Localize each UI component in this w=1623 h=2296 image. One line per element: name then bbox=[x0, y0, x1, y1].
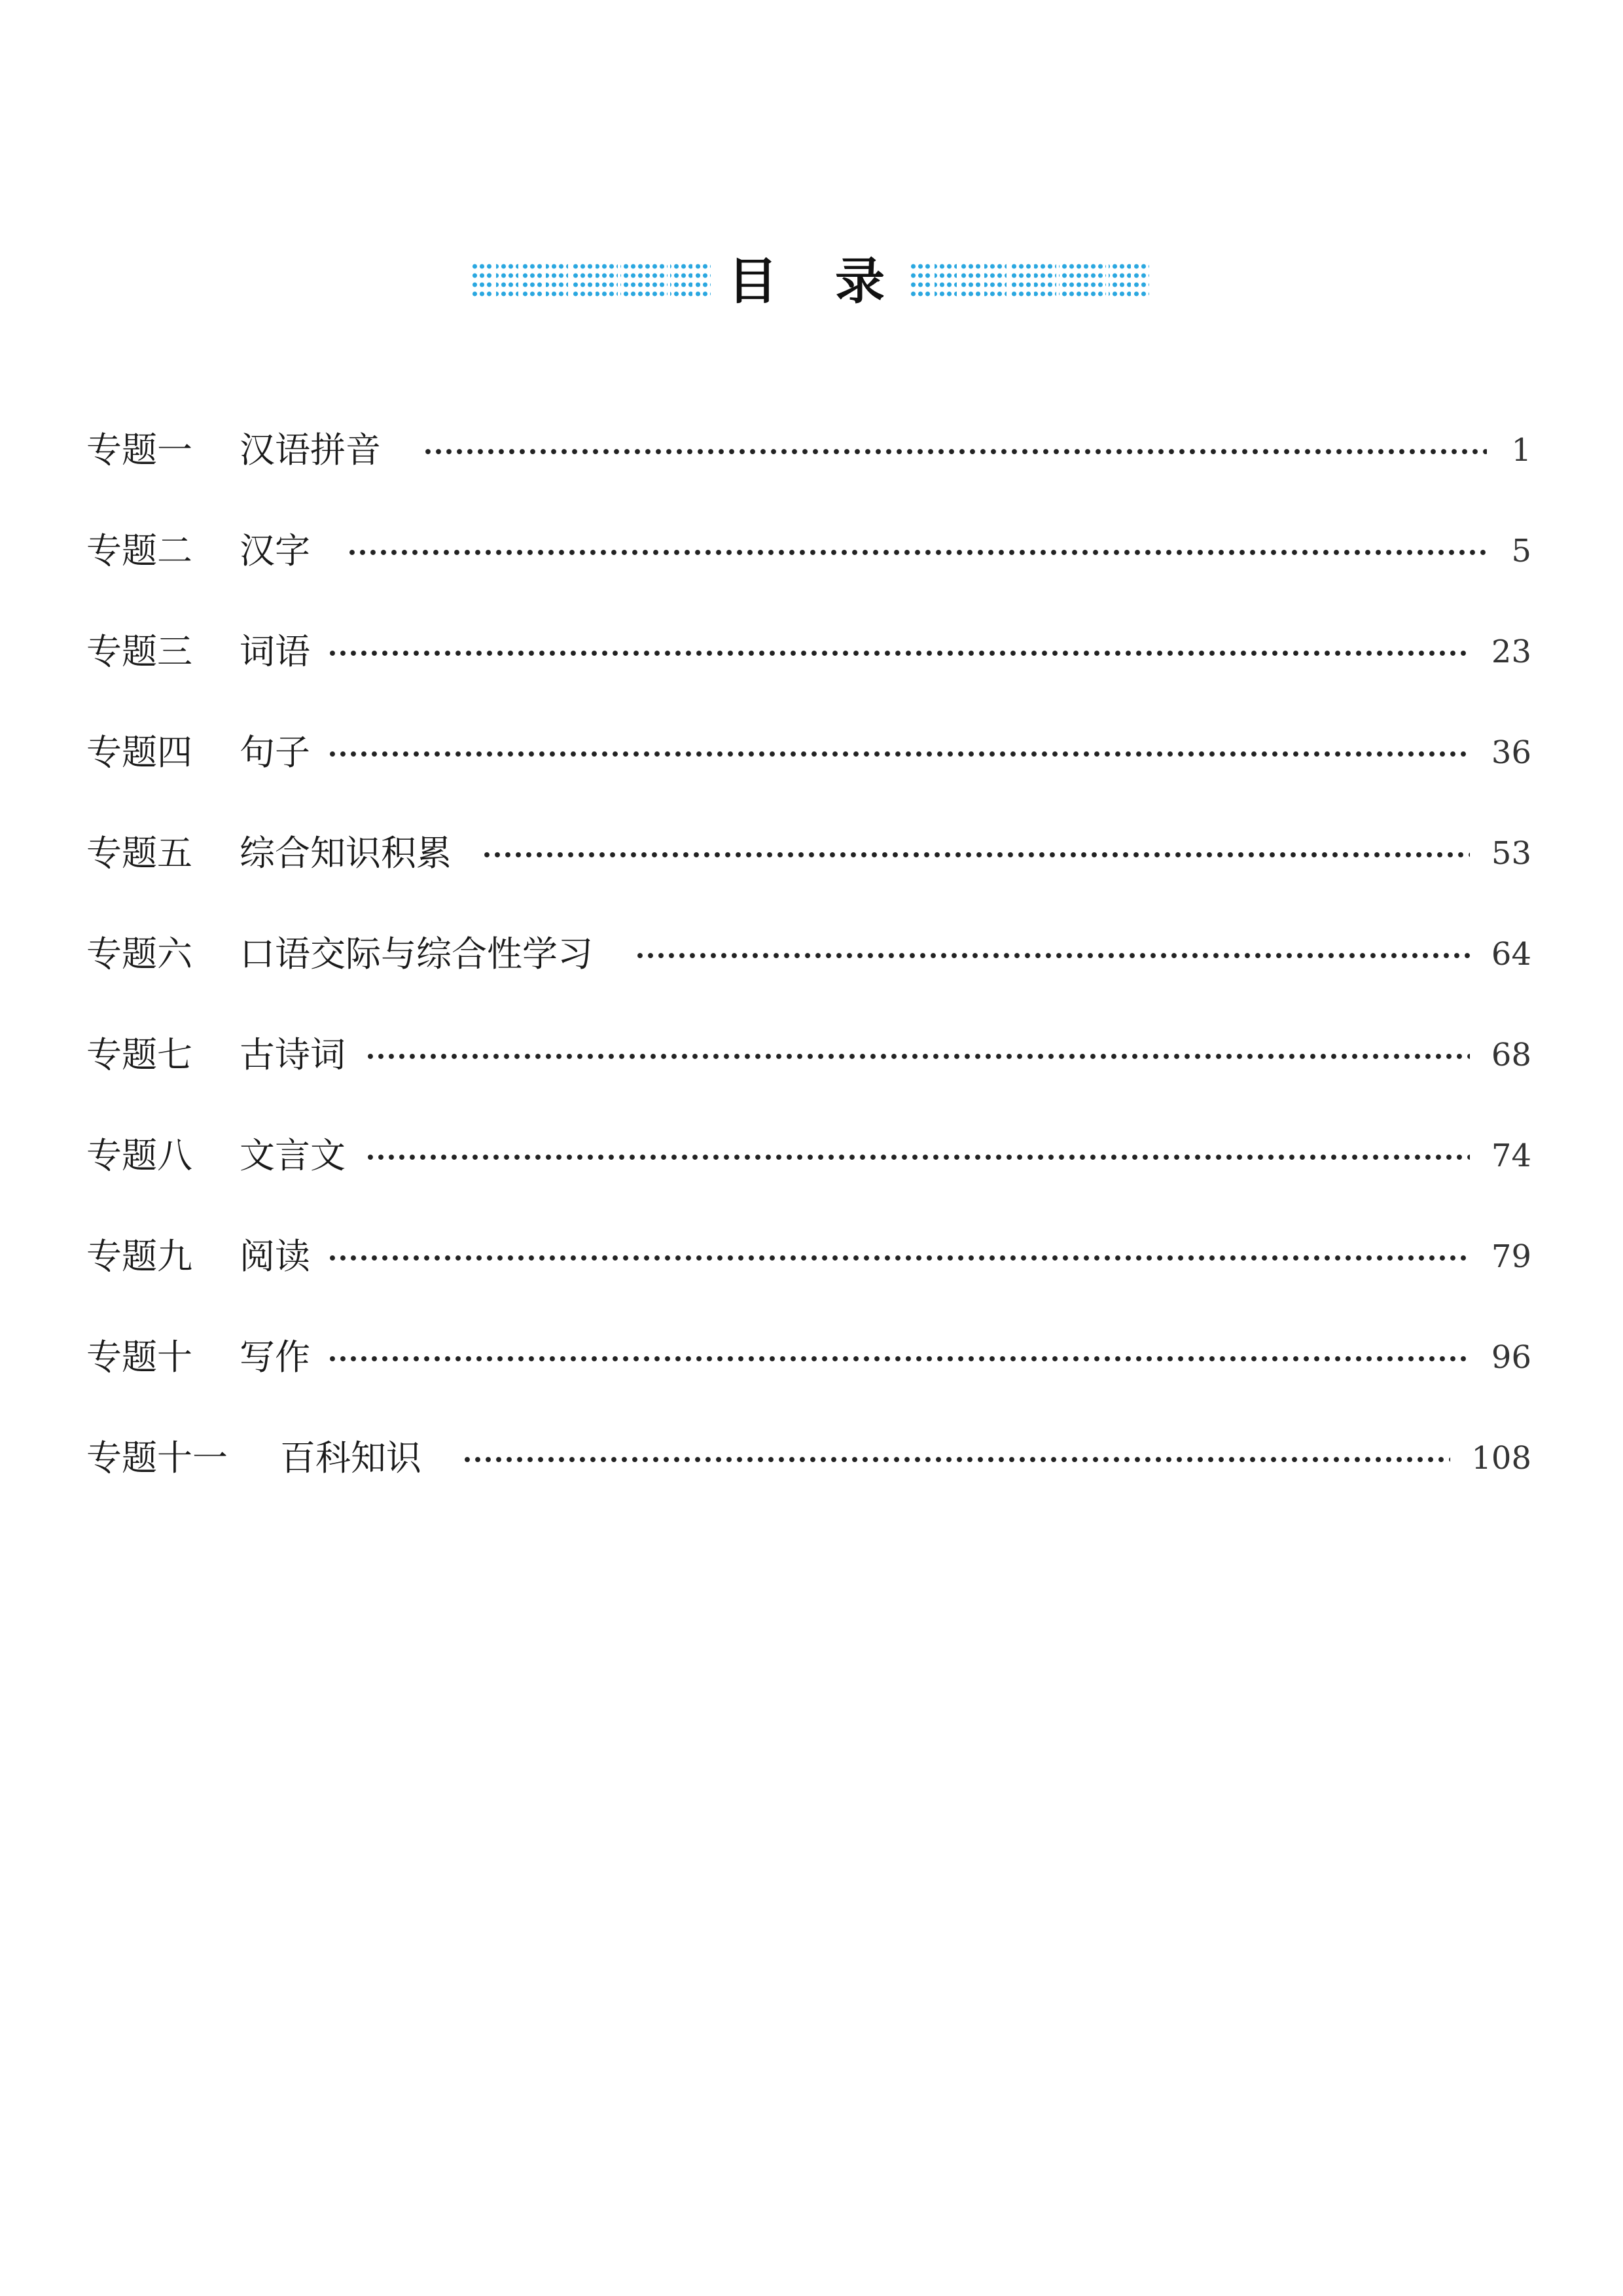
toc-entry-3[interactable] bbox=[0, 626, 1623, 678]
toc-header bbox=[0, 249, 1623, 321]
dot-leader bbox=[327, 750, 1470, 758]
toc-chapter-title: 词语 bbox=[240, 631, 310, 672]
toc-entry-11[interactable] bbox=[0, 1432, 1623, 1484]
toc-chapter-label: 专题八 bbox=[86, 1135, 192, 1176]
toc-chapter-title: 写作 bbox=[240, 1336, 310, 1378]
toc-page-number: 64 bbox=[1491, 936, 1531, 973]
dot-leader bbox=[347, 548, 1487, 556]
toc-chapter-title: 百科知识 bbox=[280, 1437, 421, 1479]
toc-page-number: 36 bbox=[1491, 734, 1531, 771]
toc-chapter-title: 汉语拼音 bbox=[240, 429, 381, 471]
toc-entry-1[interactable] bbox=[0, 424, 1623, 476]
toc-page-number: 1 bbox=[1511, 432, 1531, 469]
dot-leader bbox=[327, 1355, 1470, 1363]
toc-chapter-title: 古诗词 bbox=[240, 1034, 346, 1075]
dot-leader bbox=[462, 1456, 1450, 1463]
toc-chapter-title: 句子 bbox=[240, 732, 310, 773]
toc-chapter-label: 专题三 bbox=[86, 631, 192, 672]
toc-chapter-title: 文言文 bbox=[240, 1135, 346, 1176]
toc-entry-4[interactable] bbox=[0, 726, 1623, 779]
toc-chapter-label: 专题十 bbox=[86, 1336, 192, 1378]
toc-page-number: 108 bbox=[1471, 1440, 1531, 1477]
dot-leader bbox=[423, 448, 1487, 456]
toc-chapter-label: 专题四 bbox=[86, 732, 192, 773]
toc-entry-7[interactable] bbox=[0, 1029, 1623, 1081]
page-title-char-2: 录 bbox=[835, 252, 885, 310]
toc-entry-10[interactable] bbox=[0, 1331, 1623, 1384]
toc-entry-2[interactable] bbox=[0, 525, 1623, 577]
toc-page-number: 96 bbox=[1491, 1339, 1531, 1376]
dot-leader bbox=[327, 1254, 1470, 1262]
dot-leader bbox=[365, 1153, 1470, 1161]
toc-page-number: 5 bbox=[1511, 533, 1531, 569]
toc-page-number: 74 bbox=[1491, 1138, 1531, 1174]
dotted-decoration-left bbox=[471, 262, 711, 298]
toc-chapter-label: 专题一 bbox=[86, 429, 192, 471]
toc-chapter-label: 专题十一 bbox=[86, 1437, 228, 1479]
dotted-decoration-right bbox=[910, 262, 1149, 298]
dot-leader bbox=[327, 649, 1470, 657]
toc-entry-6[interactable] bbox=[0, 928, 1623, 980]
page-title-char-1: 目 bbox=[728, 252, 777, 310]
toc-chapter-label: 专题五 bbox=[86, 833, 192, 874]
toc-entry-5[interactable] bbox=[0, 827, 1623, 880]
toc-chapter-label: 专题二 bbox=[86, 530, 192, 571]
toc-chapter-title: 汉字 bbox=[240, 530, 310, 571]
toc-chapter-title: 口语交际与综合性学习 bbox=[240, 933, 593, 975]
toc-chapter-label: 专题七 bbox=[86, 1034, 192, 1075]
toc-page-number: 53 bbox=[1491, 835, 1531, 872]
toc-page-number: 23 bbox=[1491, 634, 1531, 670]
toc-chapter-label: 专题九 bbox=[86, 1236, 192, 1277]
toc-chapter-label: 专题六 bbox=[86, 933, 192, 975]
dot-leader bbox=[365, 1052, 1470, 1060]
toc-chapter-title: 阅读 bbox=[240, 1236, 310, 1277]
toc-entry-8[interactable] bbox=[0, 1130, 1623, 1182]
dot-leader bbox=[635, 952, 1470, 960]
toc-page-number: 68 bbox=[1491, 1037, 1531, 1073]
toc-page-number: 79 bbox=[1491, 1238, 1531, 1275]
dot-leader bbox=[482, 851, 1470, 859]
toc-entry-9[interactable] bbox=[0, 1230, 1623, 1283]
toc-chapter-title: 综合知识积累 bbox=[240, 833, 452, 874]
